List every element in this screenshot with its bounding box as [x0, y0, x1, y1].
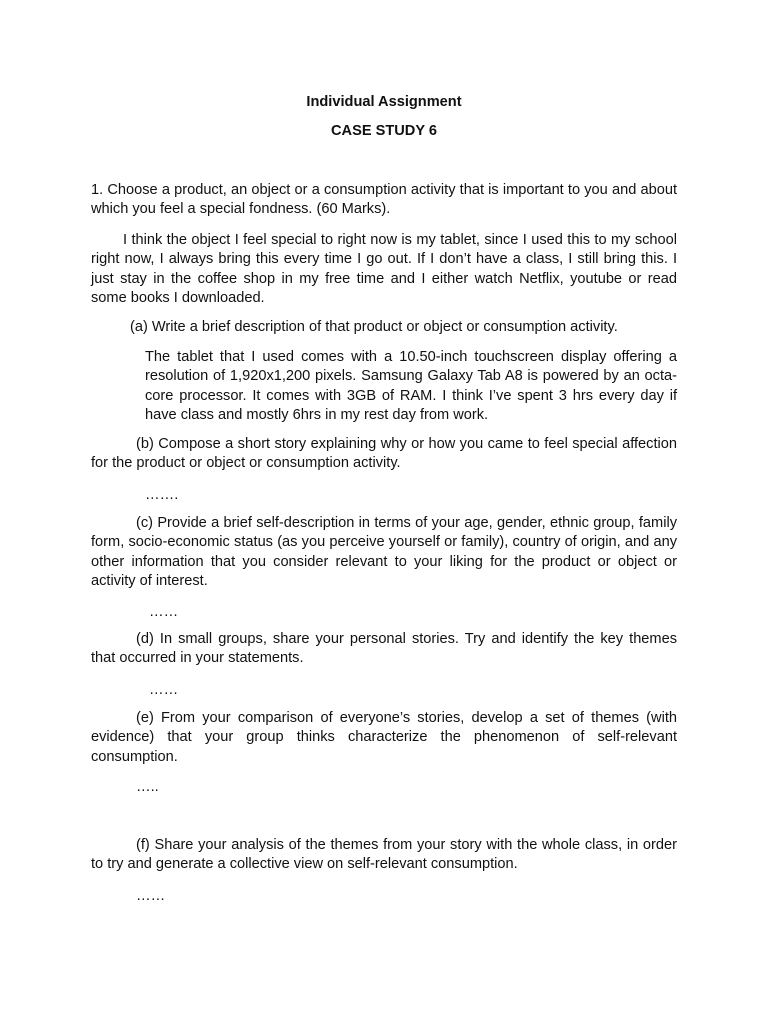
- question-1-text: 1. Choose a product, an object or a consumption activity that is important to you and about which you feel a special fondness. (60 Marks).: [91, 182, 677, 218]
- part-f-answer: ……: [136, 888, 166, 904]
- part-b-answer: …….: [145, 487, 179, 503]
- part-e-answer: …..: [136, 779, 159, 795]
- part-a-answer: The tablet that I used comes with a 10.50-inch touchscreen display offering a resolution of 1,920x1,200 pixels. Samsung Galaxy Tab A8 is powered by an octa-core processor. It comes with 3GB of RAM. I think I’ve spent 3 hrs every day if have class and mostly 6hrs in my rest day from work.: [145, 349, 677, 424]
- document-subtitle: CASE STUDY 6: [331, 123, 437, 139]
- part-a-prompt: (a) Write a brief description of that product or object or consumption activity.: [130, 319, 618, 335]
- part-d-answer: ……: [149, 682, 179, 698]
- part-c-answer: ……: [149, 604, 179, 620]
- document-title: Individual Assignment: [306, 94, 462, 110]
- part-c-prompt: (c) Provide a brief self-description in terms of your age, gender, ethnic group, family form, socio-economic status (as you perceive yourself or family), country of origin, and any other information that you consider relevant to your liking for the product or object or activity of interest.: [91, 515, 677, 590]
- question-1-intro-answer: I think the object I feel special to right now is my tablet, since I used this to my school right now, I always bring this every time I go out. If I don’t have a class, I still bring this. I just stay in the coffee shop in my free time and I either watch Netflix, youtube or read some books I downloaded.: [91, 232, 677, 307]
- part-f-prompt: (f) Share your analysis of the themes from your story with the whole class, in order to try and generate a collective view on self-relevant consumption.: [91, 837, 677, 873]
- part-d-prompt: (d) In small groups, share your personal stories. Try and identify the key themes that occurred in your statements.: [91, 631, 677, 667]
- part-e-prompt: (e) From your comparison of everyone’s stories, develop a set of themes (with evidence) that your group thinks characterize the phenomenon of self-relevant consumption.: [91, 710, 677, 765]
- part-b-prompt: (b) Compose a short story explaining why or how you came to feel special affection for the product or object or consumption activity.: [91, 436, 677, 472]
